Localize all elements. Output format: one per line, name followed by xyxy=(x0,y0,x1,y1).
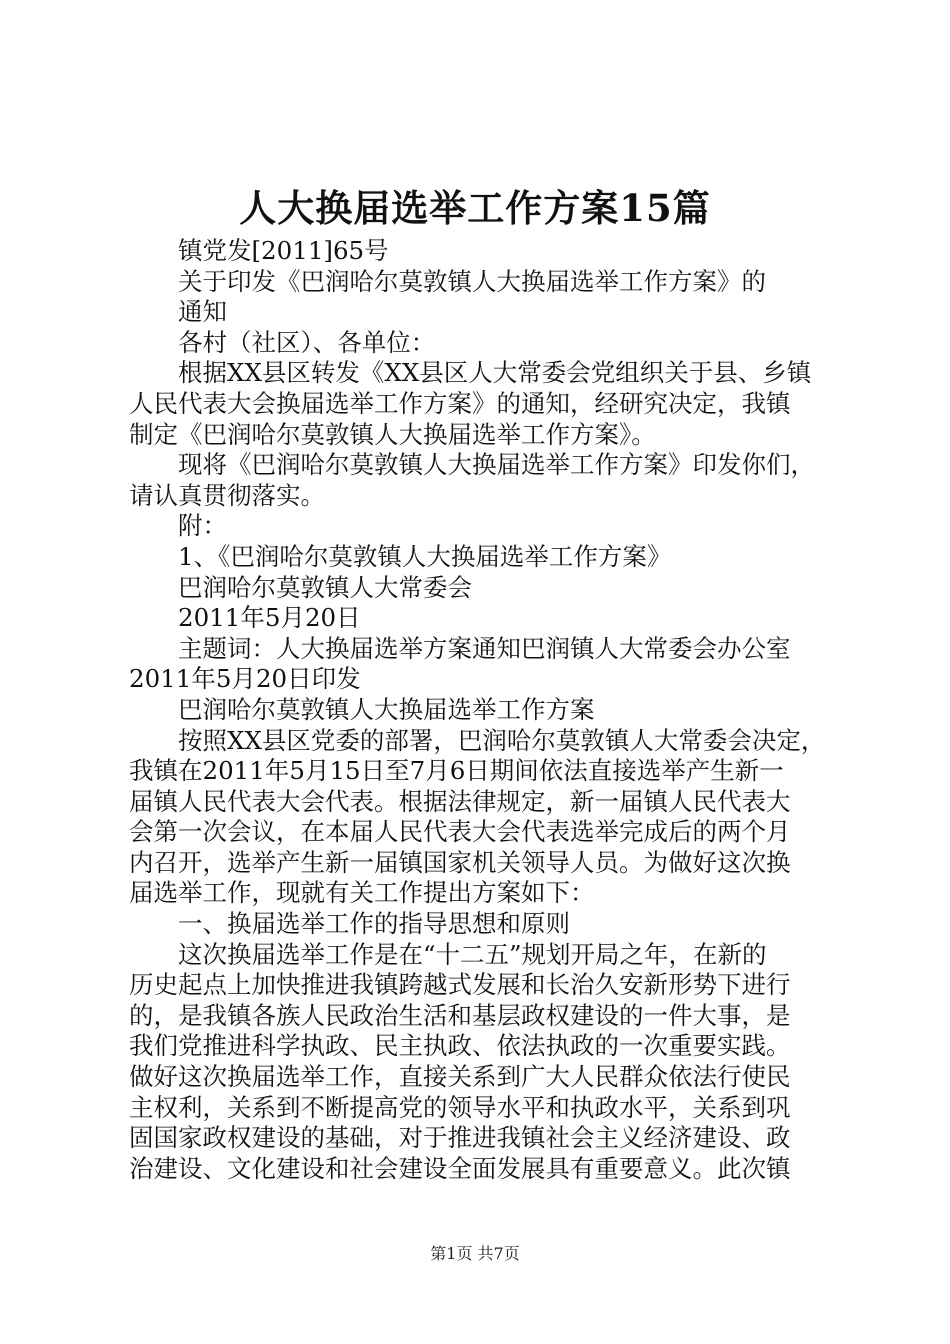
paragraph-line: 人民代表大会换届选举工作方案》的通知，经研究决定，我镇 xyxy=(129,388,791,418)
issuer-line: 巴润哈尔莫敦镇人大常委会 xyxy=(178,572,472,602)
paragraph-line: 主权利，关系到不断提高党的领导水平和执政水平，关系到巩 xyxy=(129,1092,791,1122)
paragraph-line: 历史起点上加快推进我镇跨越式发展和长治久安新形势下进行 xyxy=(129,970,791,1000)
paragraph-line: 我们党推进科学执政、民主执政、依法执政的一次重要实践。 xyxy=(129,1031,791,1061)
paragraph-line: 届选举工作，现就有关工作提出方案如下： xyxy=(129,878,595,908)
paragraph-line: 的，是我镇各族人民政治生活和基层政权建设的一件大事，是 xyxy=(129,1000,791,1030)
addressee-line: 各村（社区）、各单位： xyxy=(178,327,436,357)
keywords-line: 2011年5月20日印发 xyxy=(129,664,361,694)
paragraph-line: 内召开，选举产生新一届镇国家机关领导人员。为做好这次换 xyxy=(129,847,791,877)
paragraph-line: 制定《巴润哈尔莫敦镇人大换届选举工作方案》。 xyxy=(129,419,656,449)
paragraph-line: 届镇人民代表大会代表。根据法律规定，新一届镇人民代表大 xyxy=(129,786,791,816)
paragraph-line: 做好这次换届选举工作，直接关系到广大人民群众依法行使民 xyxy=(129,1062,791,1092)
section-title-line: 巴润哈尔莫敦镇人大换届选举工作方案 xyxy=(178,694,595,724)
paragraph-line: 现将《巴润哈尔莫敦镇人大换届选举工作方案》印发你们， xyxy=(178,450,815,480)
attachment-label: 附： xyxy=(178,511,227,541)
doc-number-line: 镇党发[2011]65号 xyxy=(178,236,389,265)
document-title: 人大换届选举工作方案15篇 xyxy=(239,186,711,230)
paragraph-line: 会第一次会议，在本届人民代表大会代表选举完成后的两个月 xyxy=(129,817,791,847)
date-line: 2011年5月20日 xyxy=(178,603,361,633)
keywords-line: 主题词：人大换届选举方案通知巴润镇人大常委会办公室 xyxy=(178,633,791,663)
notice-title-line: 通知 xyxy=(178,297,227,327)
paragraph-line: 根据XX县区转发《XX县区人大常委会党组织关于县、乡镇 xyxy=(178,358,812,388)
paragraph-line: 固国家政权建设的基础，对于推进我镇社会主义经济建设、政 xyxy=(129,1123,791,1153)
paragraph-line: 我镇在2011年5月15日至7月6日期间依法直接选举产生新一 xyxy=(129,756,784,786)
paragraph-line: 按照XX县区党委的部署，巴润哈尔莫敦镇人大常委会决定， xyxy=(178,725,826,755)
paragraph-line: 请认真贯彻落实。 xyxy=(129,480,325,510)
attachment-item: 1、《巴润哈尔莫敦镇人大换届选举工作方案》 xyxy=(178,541,672,571)
page-footer: 第1页 共7页 xyxy=(430,1244,520,1263)
paragraph-line: 这次换届选举工作是在“十二五”规划开局之年，在新的 xyxy=(178,939,767,969)
document-body xyxy=(129,236,841,1184)
notice-title-line: 关于印发《巴润哈尔莫敦镇人大换届选举工作方案》的 xyxy=(178,266,766,296)
section-heading: 一、换届选举工作的指导思想和原则 xyxy=(178,909,570,939)
paragraph-line: 治建设、文化建设和社会建设全面发展具有重要意义。此次镇 xyxy=(129,1153,791,1183)
